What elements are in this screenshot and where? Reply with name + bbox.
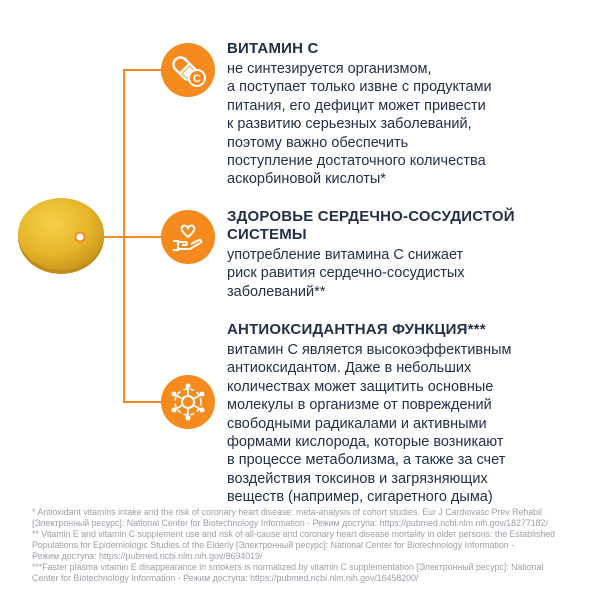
text-line: употребление витамина С снижает [227, 247, 464, 263]
footnote-line: ***Faster plasma vitamin E disappearance in smokers is normalized by vitamin C supplementation [Электронный ресурс]: National [32, 562, 544, 572]
text-line: поэтому важно обеспечить [227, 134, 409, 151]
vitamin-pill-image [17, 195, 105, 275]
section-text [227, 341, 587, 507]
text-line: воздействия токсинов и загрязняющих [227, 470, 488, 487]
footnote-line: Center for Biotechnology Information - Режим доступа: https://pubmed.ncbi.nlm.nih.gov/16458200/ [32, 573, 419, 583]
text-line: витамин С является высокоэффективным [227, 342, 512, 358]
text-line: риск равития сердечно-сосудистых [227, 265, 465, 282]
footnote-line: [Электронный ресурс]: National Center for Biotechnology Information - Режим доступа: https://pubmed.ncbi.nlm.nih.gov/18277182/ [32, 518, 548, 528]
footnotes [32, 507, 577, 584]
molecule-icon [161, 375, 215, 429]
title-line: ЗДОРОВЬЕ СЕРДЕЧНО-СОСУДИСТОЙ [227, 208, 515, 225]
text-line: количествах может защитить основные [227, 378, 494, 395]
section-antioxidant-function [227, 321, 587, 507]
heart-hand-icon [161, 210, 215, 264]
text-line: заболеваний** [227, 283, 326, 300]
section-vitamin-c [227, 40, 587, 189]
text-line: питания, его дефицит может привести [227, 97, 486, 114]
section-title: АНТИОКСИДАНТНАЯ ФУНКЦИЯ*** [227, 321, 486, 338]
section-cardiovascular-health [227, 208, 587, 301]
text-line: не синтезируется организмом, [227, 61, 432, 77]
text-line: веществ (например, сигаретного дыма) [227, 489, 493, 506]
section-title [227, 208, 587, 244]
svg-text:C: C [193, 73, 201, 85]
section-title: ВИТАМИН С [227, 40, 319, 57]
text-line: молекулы в организме от повреждений [227, 397, 492, 414]
text-line: в процессе метаболизма, а также за счет [227, 452, 506, 469]
capsule-c-icon [161, 43, 215, 97]
footnote-line: Режим доступа: https://pubmed.ncbi.nlm.nih.gov/8694019/ [32, 551, 263, 561]
text-line: свободными радикалами и активными [227, 415, 487, 432]
text-line: формами кислорода, которые возникают [227, 434, 504, 451]
text-line: к развитию серьезных заболеваний, [227, 116, 472, 133]
footnote-line: ** Vitamin E and vitamin C supplement use and risk of all-cause and coronary heart disease mortality in older persons: the Established [32, 529, 556, 539]
footnote-line: * Antioxidant vitamins intake and the risk of coronary heart disease: meta-analysis of cohort studies. Eur J Cardiovasc Prev Rehabil [32, 507, 542, 517]
text-line: поступление достаточного количества [227, 153, 486, 170]
section-text [227, 246, 587, 301]
section-text [227, 60, 587, 189]
title-line: СИСТЕМЫ [227, 226, 307, 243]
footnote-line: Populations for Epidemiologic Studies of the Elderly [Электронный ресурс]: National Center for Biotechnology Information - [32, 540, 515, 550]
text-line: антиоксидантом. Даже в небольших [227, 360, 472, 377]
text-line: а поступает только извне с продуктами [227, 79, 492, 96]
text-line: аскорбиновой кислоты* [227, 171, 386, 188]
